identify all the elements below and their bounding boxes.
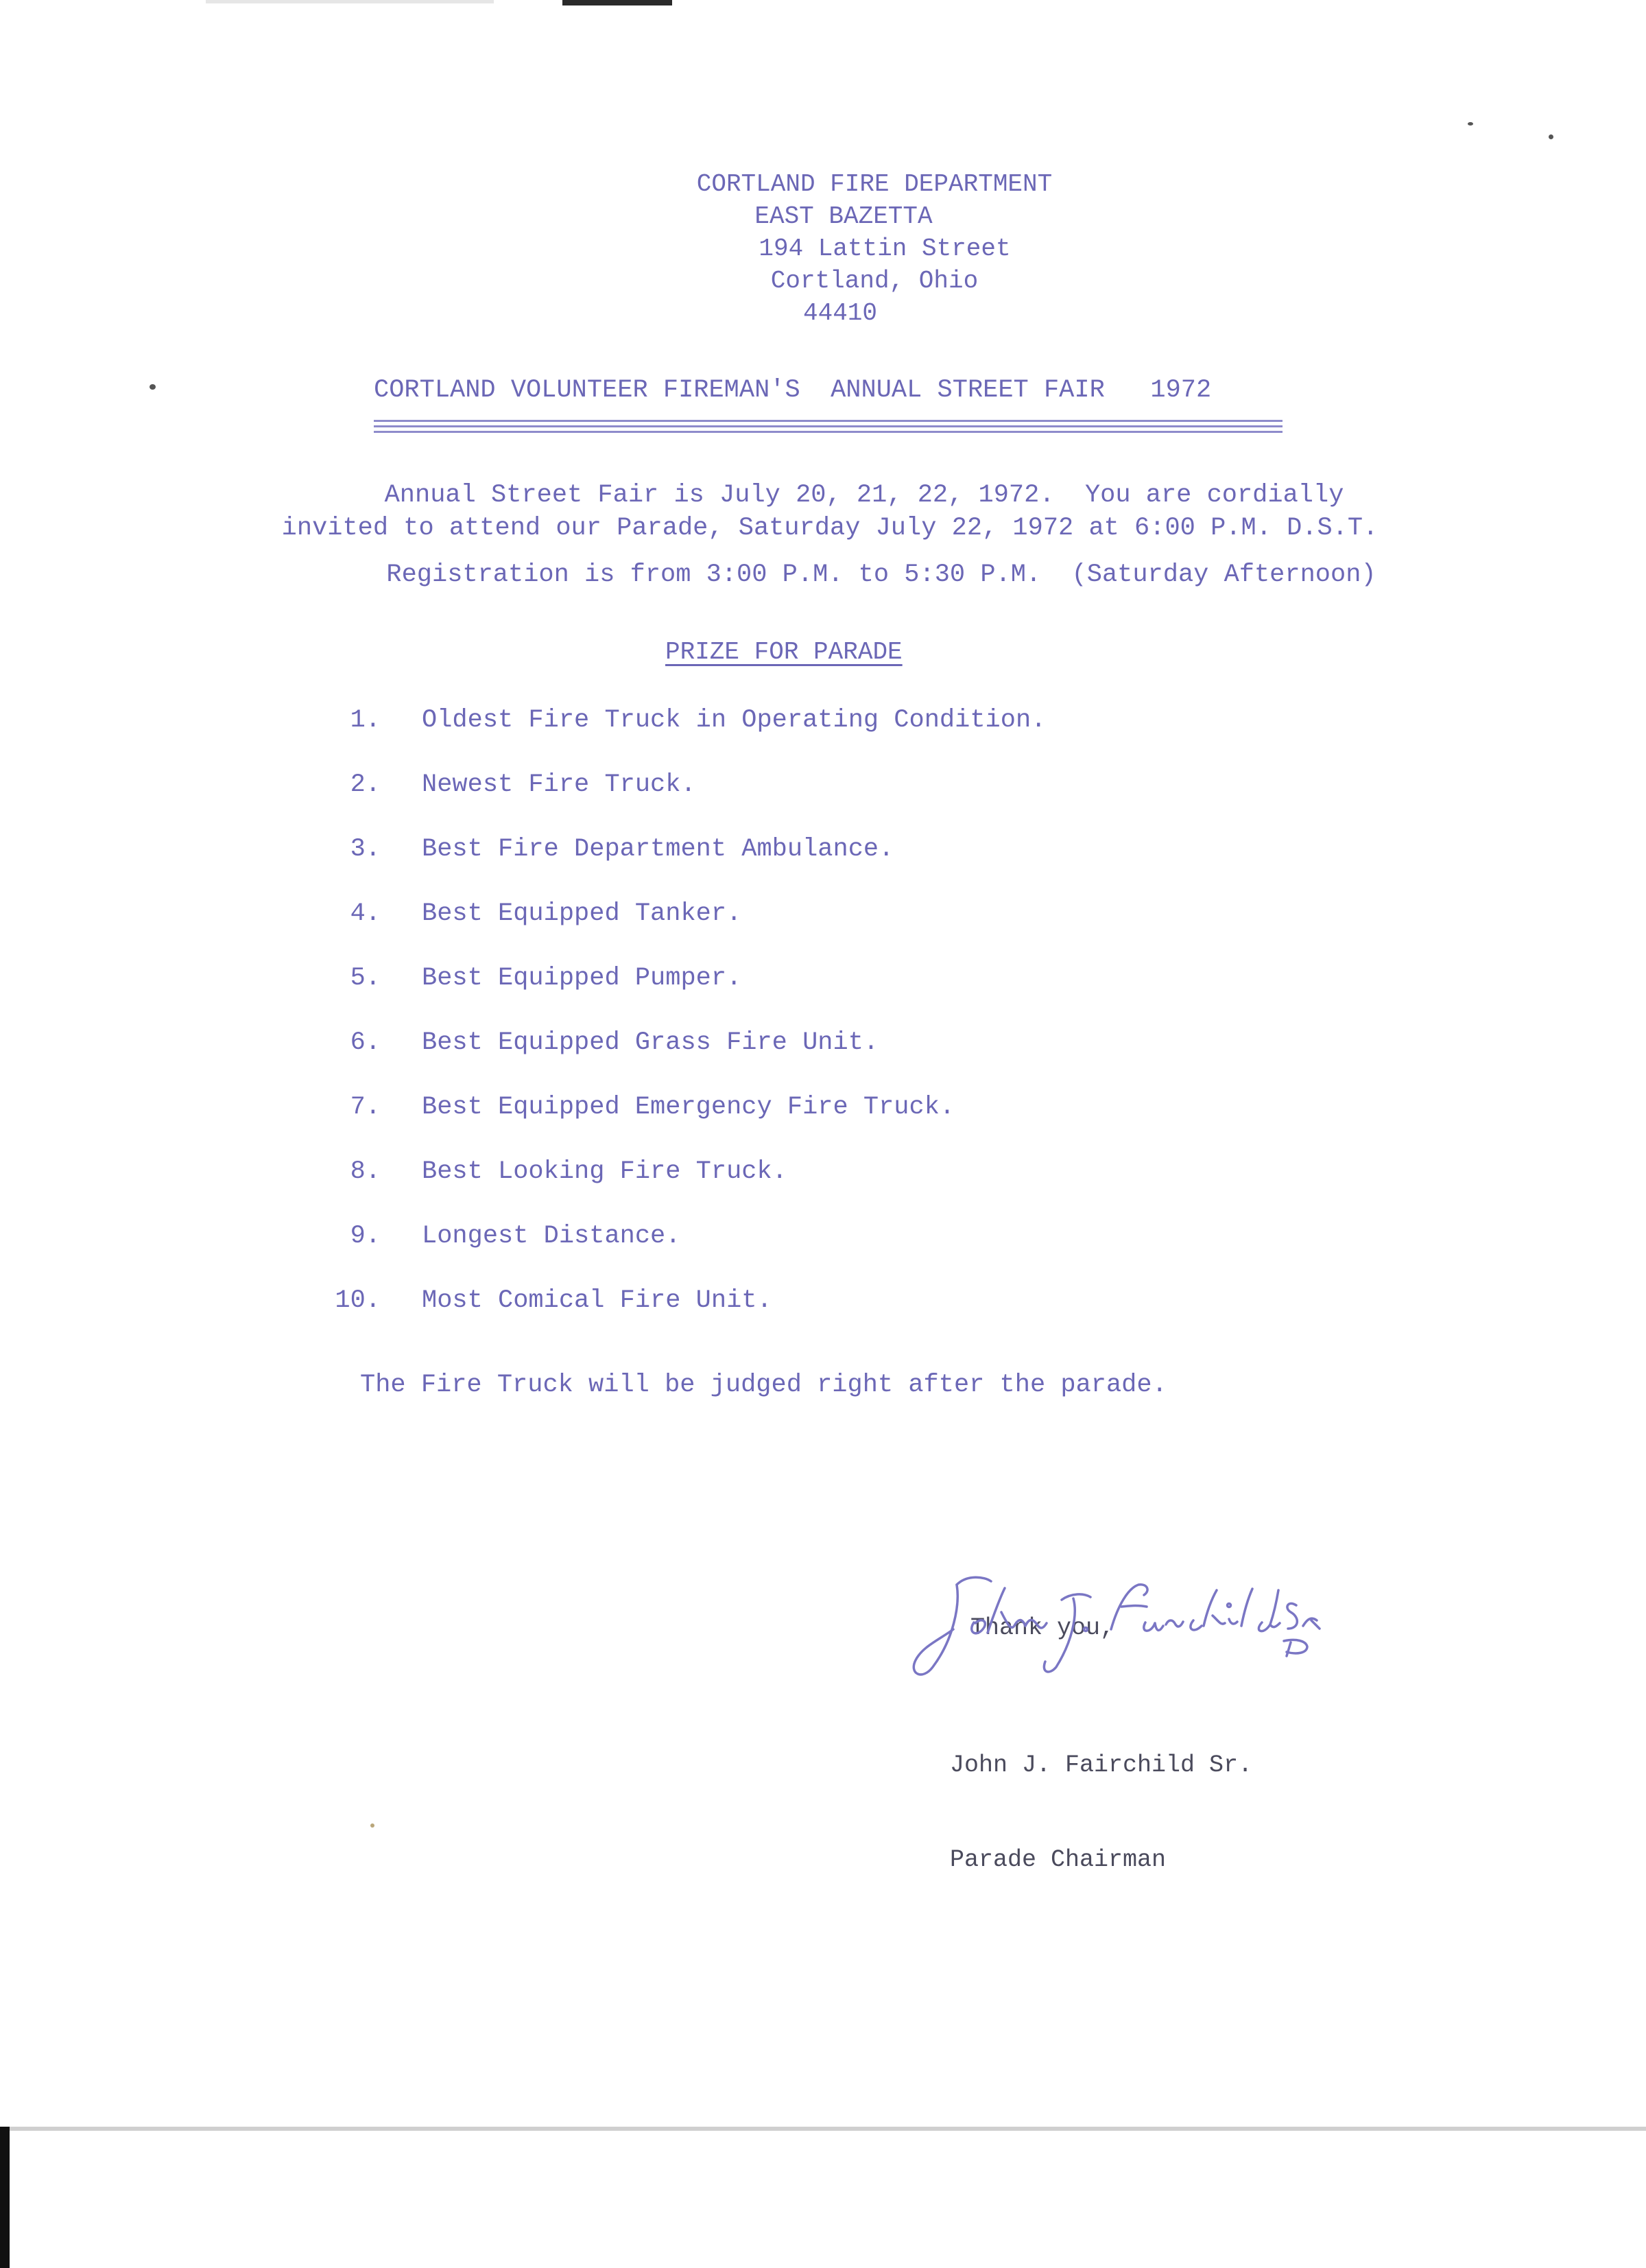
letterhead-division: EAST BAZETTA bbox=[754, 202, 933, 231]
scan-edge bbox=[0, 2127, 10, 2268]
prize-item bbox=[315, 962, 1481, 1026]
prize-item bbox=[315, 1284, 1481, 1349]
prize-item bbox=[315, 768, 1481, 833]
prize-text: Oldest Fire Truck in Operating Condition. bbox=[422, 706, 1047, 735]
letterhead-city: Cortland, Ohio bbox=[770, 267, 979, 295]
letterhead bbox=[0, 168, 1646, 329]
prize-heading: PRIZE FOR PARADE bbox=[665, 638, 903, 666]
letterhead-department: CORTLAND FIRE DEPARTMENT bbox=[696, 170, 1053, 198]
signoff-thanks: Thank you, bbox=[970, 1614, 1115, 1642]
intro-line: invited to attend our Parade, Saturday July 22, 1972 at 6:00 P.M. D.S.T. bbox=[281, 514, 1379, 543]
scan-speck bbox=[370, 1823, 374, 1828]
scan-speck bbox=[1549, 134, 1553, 139]
prize-item bbox=[315, 897, 1481, 962]
prize-item bbox=[315, 1026, 1481, 1091]
prize-list bbox=[315, 704, 1481, 1349]
scan-edge bbox=[0, 2127, 1646, 2131]
scan-artifact-top bbox=[562, 0, 672, 5]
prize-item bbox=[315, 1091, 1481, 1155]
title-underline bbox=[374, 420, 1283, 422]
page-title: CORTLAND VOLUNTEER FIREMAN'S ANNUAL STREET FAIR 1972 bbox=[374, 376, 1212, 405]
prize-number: 2. bbox=[350, 770, 381, 799]
prize-number: 6. bbox=[350, 1028, 381, 1057]
prize-text: Best Equipped Tanker. bbox=[422, 899, 742, 928]
prize-text: Best Equipped Pumper. bbox=[422, 964, 742, 993]
prize-number: 7. bbox=[350, 1093, 381, 1122]
handwritten-signature bbox=[892, 1557, 1372, 1688]
prize-text: Best Looking Fire Truck. bbox=[422, 1157, 787, 1186]
closing-note: The Fire Truck will be judged right after the parade. bbox=[360, 1371, 1167, 1399]
prize-item bbox=[315, 833, 1481, 897]
scan-speck bbox=[150, 384, 156, 390]
prize-item bbox=[315, 1220, 1481, 1284]
title-underline bbox=[374, 425, 1283, 427]
signoff-role: Parade Chairman bbox=[950, 1846, 1167, 1874]
intro-line: Registration is from 3:00 P.M. to 5:30 P.M. (Saturday Afternoon) bbox=[386, 560, 1376, 589]
title-underline bbox=[374, 431, 1283, 433]
prize-item bbox=[315, 704, 1481, 768]
prize-item bbox=[315, 1155, 1481, 1220]
signoff-name: John J. Fairchild Sr. bbox=[950, 1751, 1253, 1779]
prize-number: 10. bbox=[335, 1286, 381, 1315]
letterhead-street: 194 Lattin Street bbox=[759, 235, 1011, 263]
prize-text: Longest Distance. bbox=[422, 1222, 681, 1251]
prize-text: Newest Fire Truck. bbox=[422, 770, 696, 799]
prize-number: 4. bbox=[350, 899, 381, 928]
prize-text: Most Comical Fire Unit. bbox=[422, 1286, 772, 1315]
prize-text: Best Equipped Emergency Fire Truck. bbox=[422, 1093, 955, 1122]
intro-line: Annual Street Fair is July 20, 21, 22, 1972. You are cordially bbox=[384, 481, 1344, 510]
prize-number: 9. bbox=[350, 1222, 381, 1251]
prize-text: Best Equipped Grass Fire Unit. bbox=[422, 1028, 879, 1057]
prize-number: 3. bbox=[350, 835, 381, 864]
scan-speck bbox=[1468, 122, 1473, 126]
prize-number: 5. bbox=[350, 964, 381, 993]
prize-number: 8. bbox=[350, 1157, 381, 1186]
letterhead-zip: 44410 bbox=[802, 299, 878, 327]
prize-text: Best Fire Department Ambulance. bbox=[422, 835, 894, 864]
prize-number: 1. bbox=[350, 706, 381, 735]
scan-artifact-top-faint bbox=[206, 0, 494, 3]
